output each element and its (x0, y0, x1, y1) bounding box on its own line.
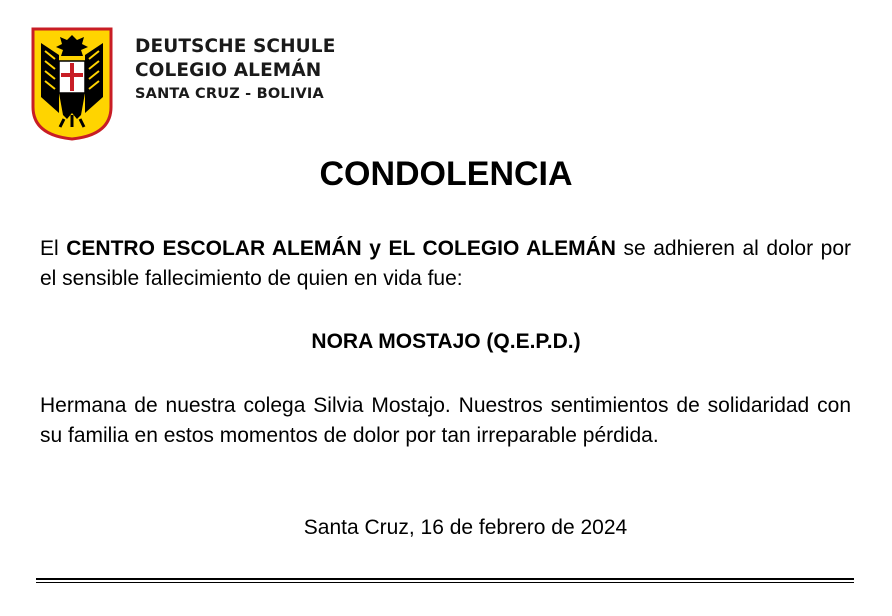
school-name-line2: COLEGIO ALEMÁN (135, 60, 322, 81)
eagle-crest-icon (31, 27, 113, 141)
condolence-paragraph: Hermana de nuestra colega Silvia Mostajo. Nuestros sentimientos de solidaridad con su familia en estos momentos de dolor por tan irreparable pérdida. (40, 394, 851, 447)
school-name-block (135, 35, 335, 105)
date-line: Santa Cruz, 16 de febrero de 2024 (303, 516, 628, 539)
school-location: SANTA CRUZ - BOLIVIA (135, 86, 324, 102)
intro-paragraph (40, 234, 851, 294)
school-name-line1: DEUTSCHE SCHULE (135, 36, 336, 57)
intro-institutions: CENTRO ESCOLAR ALEMÁN y EL COLEGIO ALEMÁN (66, 237, 616, 260)
school-crest-logo (31, 27, 113, 141)
deceased-name: NORA MOSTAJO (Q.E.P.D.) (311, 330, 581, 353)
footer-rule-thin (36, 582, 854, 583)
intro-prefix: El (40, 237, 67, 260)
page-title: CONDOLENCIA (319, 155, 573, 193)
footer-rule-thick (36, 578, 854, 580)
intro-suffix: se adhieren al dolor por el sensible fallecimiento de quien en vida fue: (40, 237, 851, 290)
